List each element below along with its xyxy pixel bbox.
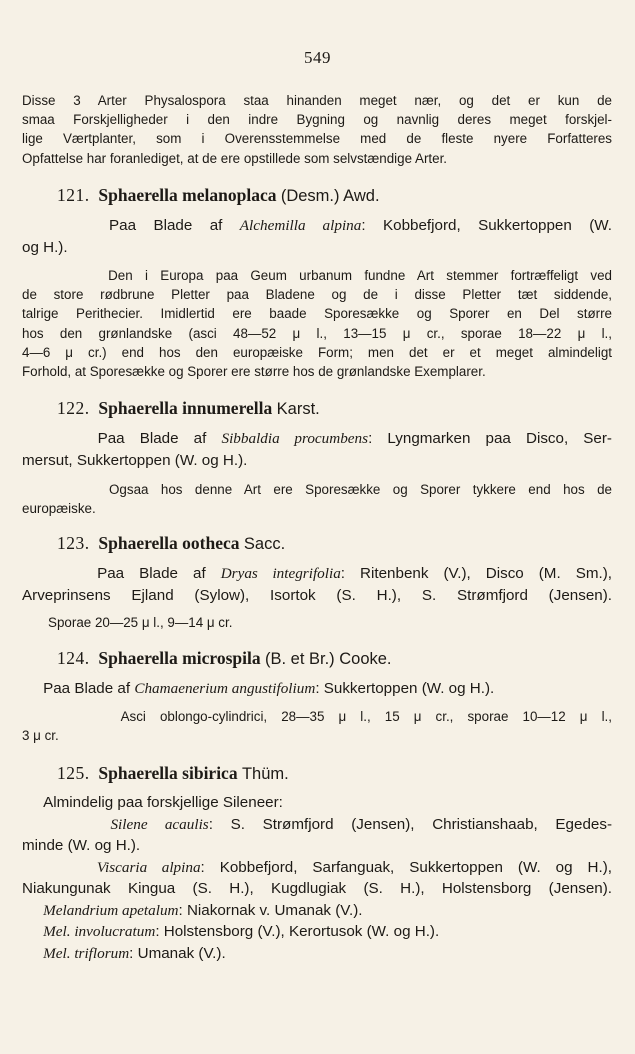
text-line: talrige Perithecier. Imidlertid ere baade Sporesække og Sporer en Del større <box>22 306 612 322</box>
text-line: Opfattelse har foranlediget, at de ere opstillede som selvstændige Arter. <box>22 150 448 166</box>
hosts-paragraph-125 <box>22 792 612 964</box>
page-number: 549 <box>304 48 331 67</box>
host-paragraph-124 <box>22 678 612 700</box>
text-line: europæiske. <box>22 501 96 517</box>
species-heading-121 <box>57 184 380 207</box>
text-line: Silene acaulis: S. Strømfjord (Jensen), Christianshaab, Egedes- <box>110 815 612 833</box>
species-author: Thüm. <box>241 765 289 783</box>
species-name: Sphaerella microspila <box>98 648 261 668</box>
text-line: Sporae 20—25 μ l., 9—14 μ cr. <box>48 615 233 630</box>
spores-paragraph-123 <box>22 613 612 632</box>
host-paragraph-123 <box>22 563 612 606</box>
species-number: 121. <box>57 185 90 205</box>
text-line: Paa Blade af Alchemilla alpina: Kobbefjord, Sukkertoppen (W. <box>109 217 612 234</box>
host-plant: Alchemilla alpina <box>239 217 362 234</box>
text-line: Disse 3 Arter Physalospora staa hinanden meget nær, og det er kun de <box>22 93 612 108</box>
text-line: lige Værtplanter, som i Overensstemmelse med de fleste nyere Forfatteres <box>22 131 612 147</box>
species-author: Karst. <box>276 400 320 418</box>
host-paragraph-122 <box>22 428 612 471</box>
text-line: Mel. involucratum: Holstensborg (V.), Kerortusok (W. og H.). <box>43 923 440 940</box>
text-line: smaa Forskjelligheder i den indre Bygning og navnlig deres meget forskjel- <box>22 112 612 128</box>
species-name: Sphaerella ootheca <box>98 533 240 553</box>
text-line: minde (W. og H.). <box>22 837 141 854</box>
text-line: Melandrium apetalum: Niakornak v. Umanak (V.). <box>43 901 363 919</box>
text-line: Ogsaa hos denne Art ere Sporesække og Sporer tykkere end hos de <box>109 482 612 497</box>
species-heading-125 <box>57 762 289 785</box>
species-name: Sphaerella sibirica <box>98 763 238 783</box>
species-author: (Desm.) Awd. <box>280 187 380 205</box>
text-line: Paa Blade af Dryas integrifolia: Ritenbenk (V.), Disco (M. Sm.), <box>97 565 612 582</box>
host-paragraph-121 <box>22 215 612 258</box>
text-line: de store rødbrune Pletter paa Bladene og de i disse Pletter tæt siddende, <box>22 287 612 303</box>
species-author: (B. et Br.) Cooke. <box>264 650 392 668</box>
text-line: Viscaria alpina: Kobbefjord, Sarfanguak, Sukkertoppen (W. og H.), <box>96 858 612 876</box>
host-plant: Sibbaldia procumbens <box>221 430 369 447</box>
species-author: Sacc. <box>243 535 286 553</box>
species-heading-122 <box>57 397 320 420</box>
text-line: Niakungunak Kingua (S. H.), Kugdlugiak (S. H.), Holstensborg (Jensen). <box>22 880 612 897</box>
species-name: Sphaerella melanoplaca <box>98 185 277 205</box>
host-plant: Mel. triflorum <box>43 944 130 962</box>
species-number: 124. <box>57 648 90 668</box>
species-heading-123 <box>57 532 285 555</box>
text-line: og H.). <box>22 238 68 256</box>
host-plant: Chamaenerium angustifolium <box>134 680 316 697</box>
text-line: mersut, Sukkertoppen (W. og H.). <box>22 451 248 469</box>
notes-paragraph-122 <box>22 480 612 518</box>
text-line: Almindelig paa forskjellige Sileneer: <box>43 794 283 811</box>
text-line: Forhold, at Sporesække og Sporer ere større hos de grønlandske Exemplarer. <box>22 364 486 380</box>
species-name: Sphaerella innumerella <box>98 398 273 418</box>
text-line: Asci oblongo-cylindrici, 28—35 μ l., 15 μ cr., sporae 10—12 μ l., <box>120 709 612 724</box>
text-line: hos den grønlandske (asci 48—52 μ l., 13—15 μ cr., sporae 18—22 μ l., <box>22 325 612 341</box>
species-heading-124 <box>57 647 392 670</box>
text-line: Mel. triflorum: Umanak (V.). <box>43 944 226 962</box>
species-number: 125. <box>57 763 90 783</box>
text-line: Paa Blade af Sibbaldia procumbens: Lyngmarken paa Disco, Ser- <box>97 430 612 447</box>
host-plant: Dryas integrifolia <box>220 565 341 582</box>
text-line: 3 μ cr. <box>22 728 59 744</box>
intro-paragraph <box>22 91 612 168</box>
host-plant: Melandrium apetalum <box>43 901 179 919</box>
text-line: Den i Europa paa Geum urbanum fundne Art stemmer fortræffeligt ved <box>108 268 612 283</box>
text-line: 4—6 μ cr.) end hos den europæiske Form; men det er et meget almindeligt <box>22 344 612 360</box>
spores-paragraph-124 <box>22 707 612 745</box>
host-plant: Silene acaulis <box>110 815 209 833</box>
notes-paragraph-121 <box>22 266 612 381</box>
host-plant: Viscaria alpina <box>96 858 201 876</box>
text-line: Paa Blade af Chamaenerium angustifolium: Sukkertoppen (W. og H.). <box>43 680 495 697</box>
species-number: 123. <box>57 533 90 553</box>
text-line: Arveprinsens Ejland (Sylow), Isortok (S. H.), S. Strømfjord (Jensen). <box>22 586 612 604</box>
host-plant: Mel. involucratum <box>43 923 156 940</box>
species-number: 122. <box>57 398 90 418</box>
